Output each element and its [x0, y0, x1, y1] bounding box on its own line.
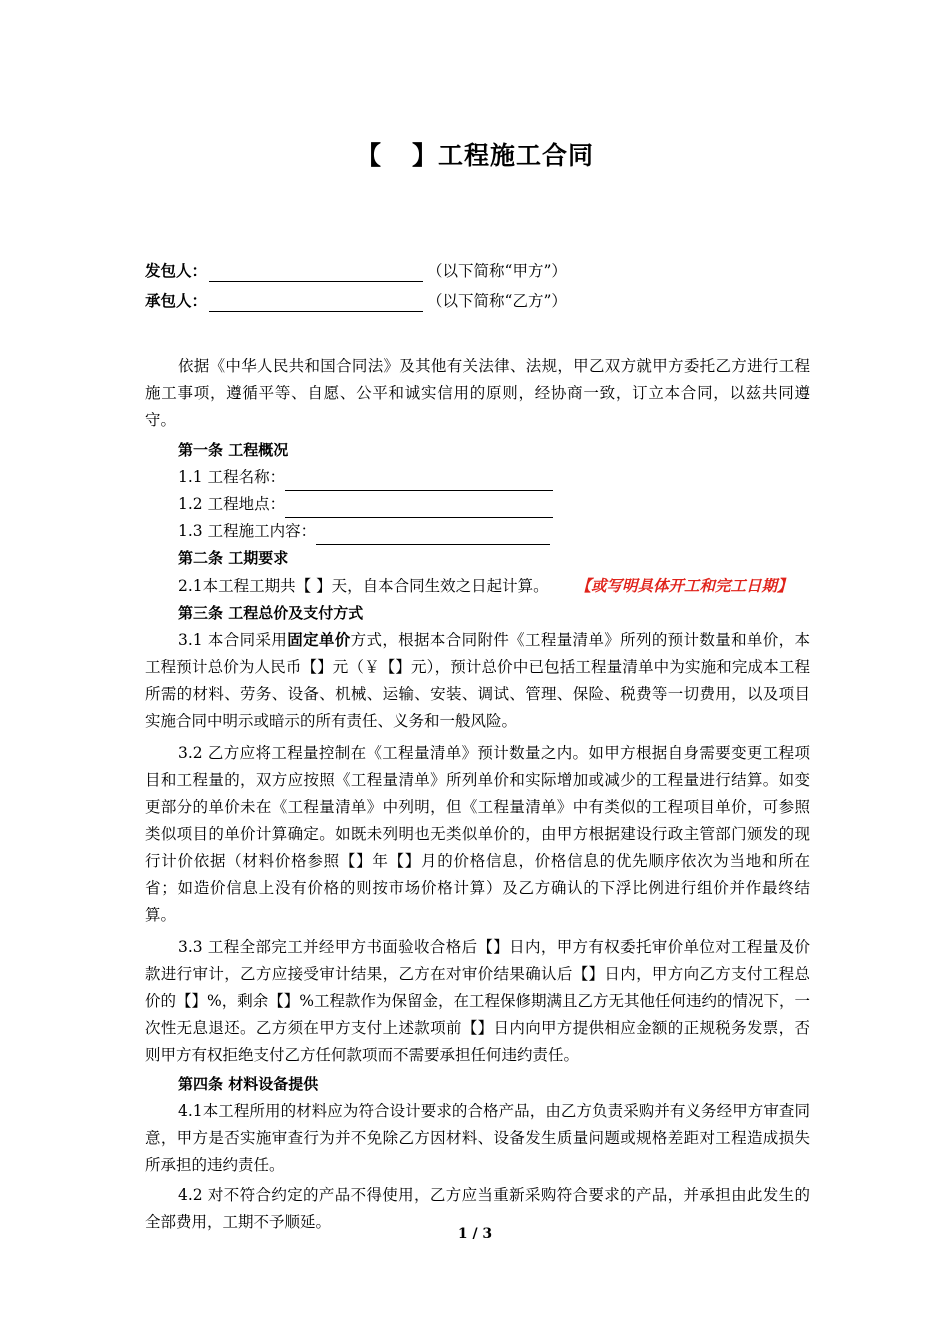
- employer-blank: [209, 263, 423, 282]
- page-number: 1 / 3: [457, 1226, 493, 1242]
- article-3-2: 3.2 乙方应将工程量控制在《工程量清单》预计数量之内。如甲方根据自身需要变更工程项目和工程量的，双方应按照《工程量清单》所列单价和实际增加或减少的工程量进行结算。如变更部分的单价未在《工程量清单》中列明，但《工程量清单》中有类似的工程项目单价，可参照类似项目的单价计算确定。如既未列明也无类似单价的，由甲方根据建设行政主管部门颁发的现行计价依据（材料价格参照【】年【】月的价格信息，价格信息的优先顺序依次为当地和所在省；如造价信息上没有价格的则按市场价格计算）及乙方确认的下浮比例进行组价并作最终结算。: [145, 744, 810, 924]
- contract-body: [145, 353, 810, 1236]
- intro-paragraph: 依据《中华人民共和国合同法》及其他有关法律、法规，甲乙双方就甲方委托乙方进行工程施工事项，遵循平等、自愿、公平和诚实信用的原则，经协商一致，订立本合同，以兹共同遵守。: [145, 357, 810, 429]
- article-2-1-text: 2.1本工程工期共【 】天，自本合同生效之日起计算。: [178, 577, 549, 595]
- project-location-blank: [285, 498, 553, 518]
- employer-note: （以下简称“甲方”）: [427, 262, 567, 280]
- title-text: 】工程施工合同: [412, 141, 595, 170]
- article-2-heading: 第二条 工期要求: [178, 549, 289, 567]
- article-4-1: 4.1本工程所用的材料应为符合设计要求的合格产品，由乙方负责采购并有义务经甲方审查同意，甲方是否实施审查行为并不免除乙方因材料、设备发生质量问题或规格差距对工程造成损失所承担的违约责任。: [145, 1102, 810, 1174]
- contractor-note: （以下简称“乙方”）: [427, 292, 567, 310]
- article-4-2: 4.2 对不符合约定的产品不得使用，乙方应当重新采购符合要求的产品，并承担由此发生的全部费用，工期不予顺延。: [145, 1186, 810, 1231]
- article-1-heading: 第一条 工程概况: [178, 441, 289, 459]
- article-4-heading: 第四条 材料设备提供: [178, 1075, 319, 1093]
- employer-label: 发包人：: [145, 262, 208, 280]
- article-3-heading: 第三条 工程总价及支付方式: [178, 604, 364, 622]
- article-3-1-bold: 固定单价: [287, 631, 351, 649]
- document-title: [0, 136, 950, 172]
- project-location-label: 1.2 工程地点：: [178, 495, 286, 513]
- contractor-blank: [209, 293, 423, 312]
- article-3-3: 3.3 工程全部完工并经甲方书面验收合格后【】日内，甲方有权委托审价单位对工程量及价款进行审计，乙方应接受审计结果，乙方在对审价结果确认后【】日内，甲方向乙方支付工程总价的【】%，剩余【】%工程款作为保留金，在工程保修期满且乙方无其他任何违约的情况下，一次性无息退还。乙方须在甲方支付上述款项前【】日内向甲方提供相应金额的正规税务发票，否则甲方有权拒绝支付乙方任何款项而不需要承担任何违约责任。: [145, 938, 810, 1064]
- project-content-field: [145, 518, 810, 545]
- project-name-blank: [285, 471, 553, 491]
- article-3-1-part-b: 方式，根据本合同附件《工程量清单》所列的预计数量和单价，本工程预计总价为人民币【】元（￥【】元），预计总价中已包括工程量清单中为实施和完成本工程所需的材料、劳务、设备、机械、运输、安装、调试、管理、保险、税费等一切费用，以及项目实施合同中明示或暗示的所有责任、义务和一般风险。: [145, 631, 810, 730]
- article-3-1-part-a: 3.1 本合同采用: [178, 631, 288, 649]
- party-employer: [145, 260, 567, 282]
- article-3-1: [145, 627, 810, 735]
- article-2-1: [145, 572, 810, 600]
- party-contractor: [145, 290, 567, 312]
- project-name-field: [145, 464, 810, 491]
- project-location-field: [145, 491, 810, 518]
- title-left-bracket: 【: [355, 141, 382, 170]
- project-content-blank: [316, 525, 550, 545]
- project-content-label: 1.3 工程施工内容：: [178, 522, 317, 540]
- article-2-1-note: 【或写明具体开工和完工日期】: [575, 576, 793, 595]
- contractor-label: 承包人：: [145, 292, 208, 310]
- project-name-label: 1.1 工程名称：: [178, 468, 286, 486]
